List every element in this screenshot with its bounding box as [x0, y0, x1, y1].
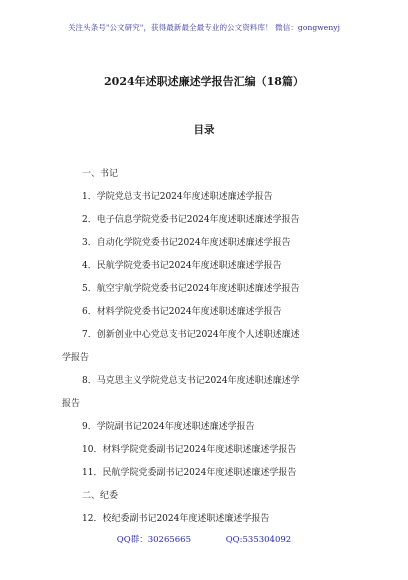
toc-item[interactable]: 5．航空宇航学院党委书记2024年度述职述廉述学报告 — [82, 284, 300, 294]
toc-item[interactable]: 2．电子信息学院党委书记2024年度述职述廉述学报告 — [82, 215, 300, 225]
toc-section[interactable]: 一、书记 — [82, 169, 119, 179]
toc-item-continuation[interactable]: 报告 — [62, 399, 81, 409]
toc-item[interactable]: 1．学院党总支书记2024年度述职述廉述学报告 — [82, 192, 273, 202]
document-title: 2024年述职述廉述学报告汇编（18篇） — [104, 75, 304, 88]
toc-item[interactable]: 6．材料学院党委书记2024年度述职述廉述学报告 — [82, 307, 282, 317]
toc-heading: 目录 — [193, 124, 215, 136]
toc-section[interactable]: 二、纪委 — [82, 491, 119, 501]
toc-item[interactable]: 12．校纪委副书记2024年度述职述廉述学报告 — [82, 514, 270, 524]
toc-item[interactable]: 11．民航学院党委副书记2024年度述职述廉述学报告 — [82, 468, 297, 478]
table-of-contents — [62, 163, 362, 531]
toc-item-continuation[interactable]: 学报告 — [62, 353, 90, 363]
toc-item[interactable]: 8．马克思主义学院党总支书记2024年度述职述廉述学 — [82, 376, 300, 386]
footer-qq-group: QQ群：30265665 — [116, 535, 191, 545]
toc-item[interactable]: 4．民航学院党委书记2024年度述职述廉述学报告 — [82, 261, 282, 271]
toc-item[interactable]: 9．学院副书记2024年度述职述廉述学报告 — [82, 422, 255, 432]
page-header-banner: 关注头条号"公文研究"，获得最新最全最专业的公文资料库！ 微信：gongwenyj — [67, 23, 341, 32]
toc-item[interactable]: 10．材料学院党委副书记2024年度述职述廉述学报告 — [82, 445, 297, 455]
toc-item[interactable]: 3．自动化学院党委书记2024年度述职述廉述学报告 — [82, 238, 291, 248]
footer-qq-contact: QQ:535304092 — [225, 535, 292, 545]
page-footer — [0, 533, 408, 545]
toc-item[interactable]: 7．创新创业中心党总支书记2024年度个人述职述廉述 — [82, 330, 300, 340]
